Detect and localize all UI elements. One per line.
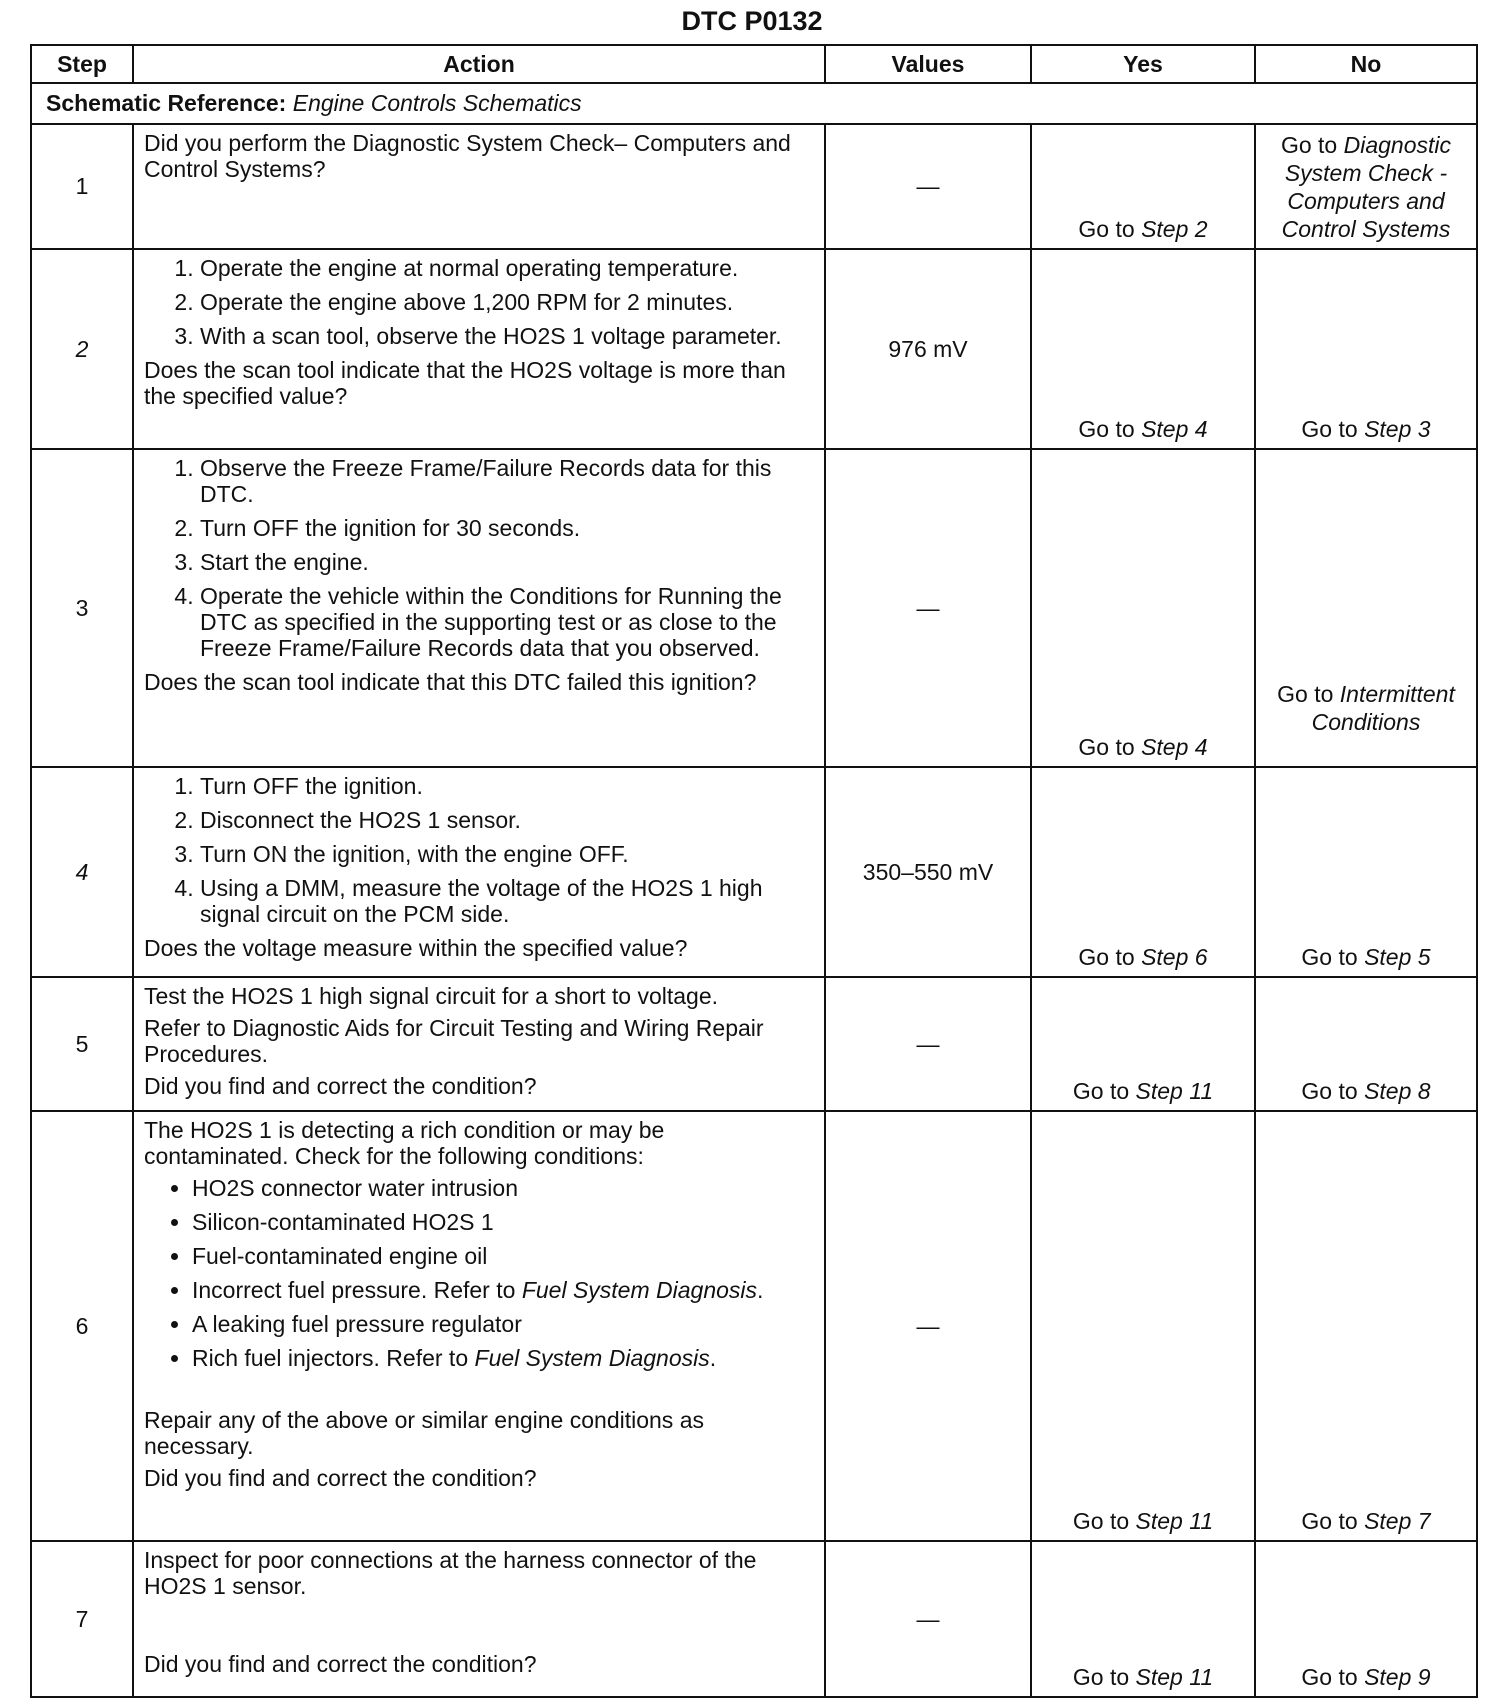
step-number: 4 — [31, 767, 133, 977]
action-text: Refer to Diagnostic Aids for Circuit Testing and Wiring Repair Procedures. — [144, 1015, 764, 1067]
schematic-row — [31, 83, 1477, 124]
action-text: Repair any of the above or similar engine conditions as necessary. — [144, 1407, 704, 1459]
value-cell: 350–550 mV — [825, 767, 1031, 977]
action-list — [144, 773, 814, 927]
action-list — [144, 255, 814, 349]
action-question: Did you find and correct the condition? — [144, 1651, 537, 1677]
action-cell — [133, 124, 825, 249]
yes-cell: Go to Step 11 — [1031, 977, 1255, 1111]
list-item: • A leaking fuel pressure regulator — [192, 1311, 814, 1337]
condition-list — [144, 1175, 814, 1371]
step-number: 3 — [31, 449, 133, 767]
no-cell: Go to Diagnostic System Check - Computers and Control Systems — [1255, 124, 1477, 249]
table-row — [31, 124, 1477, 249]
list-item: • Rich fuel injectors. Refer to Fuel System Diagnosis. — [192, 1345, 814, 1371]
list-item: 3. Start the engine. — [200, 549, 814, 575]
no-cell: Go to Step 5 — [1255, 767, 1477, 977]
header-yes: Yes — [1031, 45, 1255, 83]
list-item: 2. Turn OFF the ignition for 30 seconds. — [200, 515, 814, 541]
action-question: Does the scan tool indicate that this DTC failed this ignition? — [144, 669, 757, 695]
no-cell: Go to Step 9 — [1255, 1541, 1477, 1697]
no-cell: Go to Step 8 — [1255, 977, 1477, 1111]
value-cell: 976 mV — [825, 249, 1031, 449]
table-row — [31, 249, 1477, 449]
step-number: 1 — [31, 124, 133, 249]
header-step: Step — [31, 45, 133, 83]
action-cell — [133, 249, 825, 449]
no-cell: Go to Intermittent Conditions — [1255, 449, 1477, 767]
schematic-reference: Engine Controls Schematics — [292, 90, 582, 116]
header-row — [31, 45, 1477, 83]
list-item: • Fuel-contaminated engine oil — [192, 1243, 814, 1269]
value-cell: — — [825, 977, 1031, 1111]
page-title: DTC P0132 — [681, 6, 823, 36]
yes-cell: Go to Step 4 — [1031, 249, 1255, 449]
yes-cell: Go to Step 11 — [1031, 1541, 1255, 1697]
yes-cell: Go to Step 11 — [1031, 1111, 1255, 1541]
header-values: Values — [825, 45, 1031, 83]
action-text: The HO2S 1 is detecting a rich condition or may be contaminated. Check for the following conditions: — [144, 1117, 665, 1169]
list-item: 1. Observe the Freeze Frame/Failure Records data for this DTC. — [200, 455, 814, 507]
list-item: 1. Operate the engine at normal operating temperature. — [200, 255, 814, 281]
table-row — [31, 1111, 1477, 1541]
action-text: Test the HO2S 1 high signal circuit for a short to voltage. — [144, 983, 719, 1009]
action-text: Inspect for poor connections at the harness connector of the HO2S 1 sensor. — [144, 1547, 757, 1599]
list-item: • Incorrect fuel pressure. Refer to Fuel System Diagnosis. — [192, 1277, 814, 1303]
yes-cell: Go to Step 2 — [1031, 124, 1255, 249]
list-item: 4. Operate the vehicle within the Conditions for Running the DTC as specified in the supporting test or as close to the Freeze Frame/Failure Records data that you observed. — [200, 583, 814, 661]
step-number: 2 — [31, 249, 133, 449]
list-item: 1. Turn OFF the ignition. — [200, 773, 814, 799]
value-cell: — — [825, 449, 1031, 767]
action-question: Does the voltage measure within the specified value? — [144, 935, 688, 961]
step-number: 7 — [31, 1541, 133, 1697]
action-cell — [133, 767, 825, 977]
yes-cell: Go to Step 6 — [1031, 767, 1255, 977]
list-item: 2. Disconnect the HO2S 1 sensor. — [200, 807, 814, 833]
value-cell: — — [825, 124, 1031, 249]
value-cell: — — [825, 1541, 1031, 1697]
header-no: No — [1255, 45, 1477, 83]
value-cell: — — [825, 1111, 1031, 1541]
list-item: • HO2S connector water intrusion — [192, 1175, 814, 1201]
list-item: • Silicon-contaminated HO2S 1 — [192, 1209, 814, 1235]
list-item: 3. With a scan tool, observe the HO2S 1 voltage parameter. — [200, 323, 814, 349]
action-cell — [133, 1541, 825, 1697]
list-item: 4. Using a DMM, measure the voltage of the HO2S 1 high signal circuit on the PCM side. — [200, 875, 814, 927]
header-action: Action — [133, 45, 825, 83]
dtc-table — [30, 44, 1478, 1698]
schematic-label: Schematic Reference: — [46, 90, 287, 116]
action-question: Did you find and correct the condition? — [144, 1465, 537, 1491]
action-text: Did you perform the Diagnostic System Check– Computers and Control Systems? — [144, 130, 791, 182]
action-cell — [133, 449, 825, 767]
step-number: 6 — [31, 1111, 133, 1541]
table-row — [31, 449, 1477, 767]
list-item: 2. Operate the engine above 1,200 RPM for 2 minutes. — [200, 289, 814, 315]
step-number: 5 — [31, 977, 133, 1111]
action-question: Did you find and correct the condition? — [144, 1073, 537, 1099]
yes-cell: Go to Step 4 — [1031, 449, 1255, 767]
action-list — [144, 455, 814, 661]
no-cell: Go to Step 7 — [1255, 1111, 1477, 1541]
table-row — [31, 767, 1477, 977]
table-row — [31, 1541, 1477, 1697]
action-cell — [133, 977, 825, 1111]
table-row — [31, 977, 1477, 1111]
action-question: Does the scan tool indicate that the HO2S voltage is more than the specified value? — [144, 357, 786, 409]
action-cell — [133, 1111, 825, 1541]
no-cell: Go to Step 3 — [1255, 249, 1477, 449]
list-item: 3. Turn ON the ignition, with the engine OFF. — [200, 841, 814, 867]
